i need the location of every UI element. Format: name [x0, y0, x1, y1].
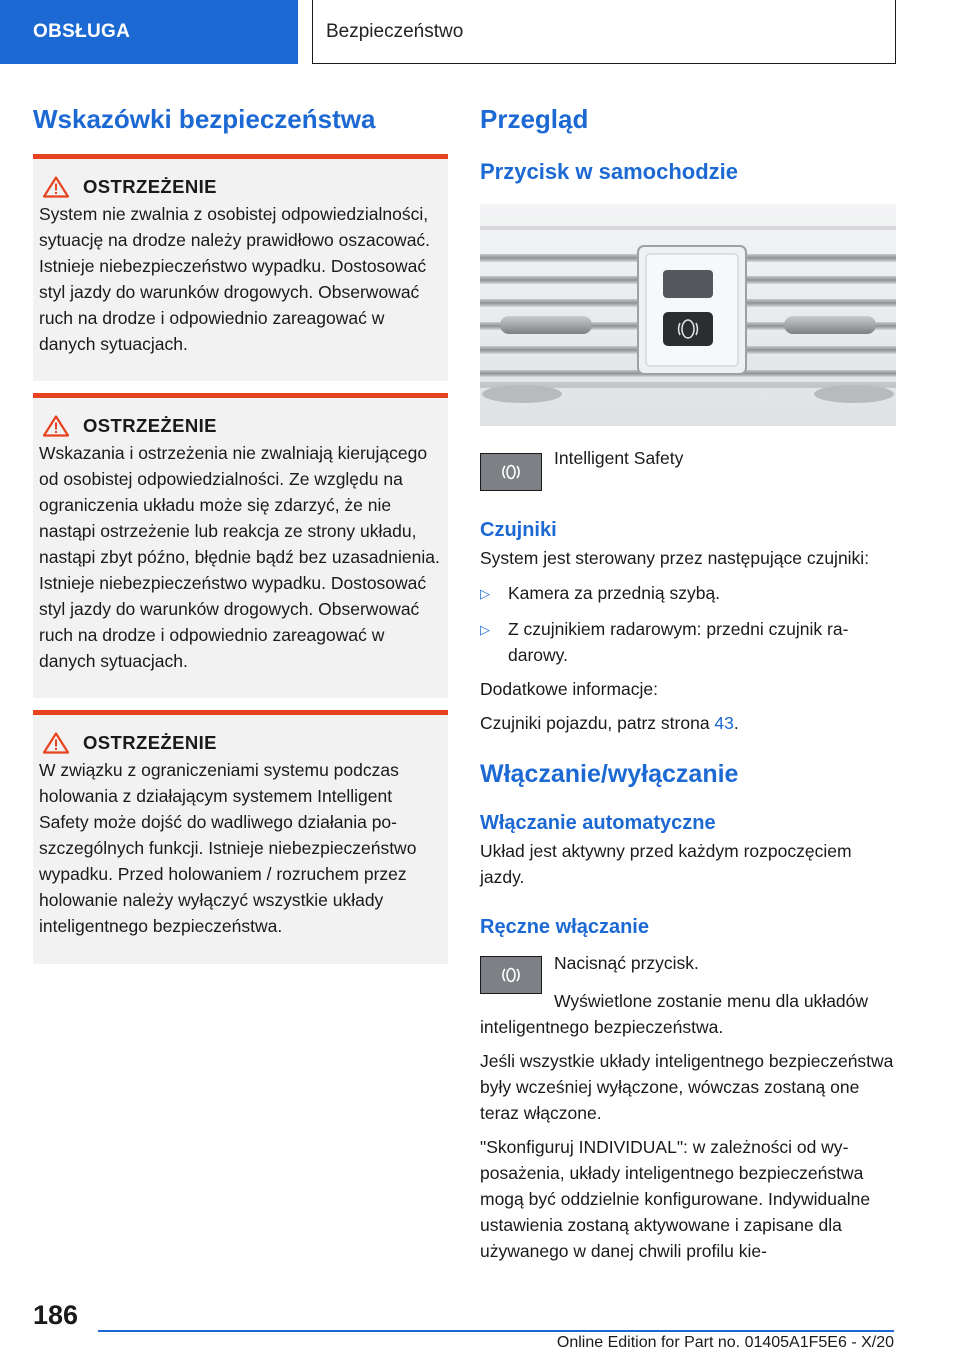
warning-text: Wskazania i ostrzeżenia nie zwalniają kierującego od osobistej odpowiedzialności. Ze względu na ograniczenia układu może się zdarzyć, że nie nastąpi ostrzeżenie lub reakcja ze strony układu, nastąpi zbyt późno, błędnie bądź bez uzasadnienia. Istnieje niebezpieczeństwo wypadku. Dostosować styl jazdy do warunków drogowych. Obserwować ruch na drodze i odpowiednio zareagować w danych sytuacjach. [39, 443, 440, 671]
warning-text: W związku z ograniczeniami systemu podczas holowania z działającym systemem Intelligent Safety może dojść do wadliwego działania poszczególnych funkcji. Istnieje niebezpieczeństwo wypadku. Przed holowaniem / rozruchem przez holowanie należy wyłączyć wszystkie układy inteligentnego bezpieczeństwa. [39, 760, 417, 936]
list-item: ▷ Z czujnikiem radarowym: przedni czujnik radarowy. [480, 616, 896, 668]
warning-box-3 [33, 710, 448, 964]
sensors-list [480, 580, 896, 668]
triangle-bullet-icon: ▷ [480, 622, 490, 637]
manual-on-heading: Ręczne włączanie [480, 916, 649, 938]
list-item: ▷ Kamera za przednią szybą. [480, 580, 896, 607]
sensors-intro: System jest sterowany przez następujące czujniki: [480, 548, 870, 568]
button-in-car-heading: Przycisk w samochodzie [480, 159, 738, 184]
page-number: 186 [33, 1300, 79, 1330]
intelligent-safety-key-row [480, 445, 896, 491]
auto-on-text: Układ jest aktywny przed każdym rozpoczęciem jazdy. [480, 841, 852, 887]
warning-box-1 [33, 154, 448, 381]
warning-label: OSTRZEŻENIE [83, 732, 217, 753]
manual-menu-text: Wyświetlone zostanie menu dla układów inteligentnego bezpieczeństwa. [480, 991, 869, 1037]
safety-notes-title: Wskazówki bezpieczeństwa [33, 104, 376, 134]
warning-box-2 [33, 393, 448, 698]
overview-title: Przegląd [480, 104, 589, 134]
dashboard-vent-button-photo [480, 204, 896, 426]
page-link[interactable]: 43 [714, 713, 734, 733]
sensors-heading: Czujniki [480, 519, 557, 541]
right-column [480, 100, 896, 1264]
warning-triangle-icon [43, 176, 69, 198]
intelligent-safety-button-icon[interactable] [480, 956, 542, 994]
section-tab: OBSŁUGA [0, 0, 298, 64]
intelligent-safety-button-icon[interactable] [480, 453, 542, 491]
topic-tab: Bezpieczeństwo [312, 0, 896, 64]
manual-paragraph-3: "Skonfiguruj INDIVIDUAL": w zależności od wyposażenia, układy inteligentnego bezpieczeństwa mogą być oddzielnie konfigurowane. Indywidualne ustawienia zostaną aktywowane i zapisane dla używanego w danej chwili profilu kie- [480, 1137, 871, 1261]
intelligent-safety-label: Intelligent Safety [554, 448, 684, 468]
warning-triangle-icon [43, 732, 69, 754]
manual-paragraph-2: Jeśli wszystkie układy inteligentnego bezpieczeństwa były wcześniej wyłączone, wówczas zostaną one teraz włączone. [480, 1051, 894, 1123]
warning-triangle-icon [43, 415, 69, 437]
auto-on-heading: Włączanie automatyczne [480, 812, 716, 834]
warning-text: System nie zwalnia z osobistej odpowiedzialności, sytuację na drodze należy prawidłowo oszacować. Istnieje niebezpieczeństwo wypadku. Dostosować styl jazdy do warunków drogowych. Obserwować ruch na drodze i odpowiednio zareagować w danych sytuacjach. [39, 204, 431, 354]
footer-divider [98, 1330, 894, 1332]
more-info-label: Dodatkowe informacje: [480, 679, 658, 699]
warning-label: OSTRZEŻENIE [83, 415, 217, 436]
triangle-bullet-icon: ▷ [480, 586, 490, 601]
footer-edition: Online Edition for Part no. 01405A1F5E6 - X/20 [556, 1334, 894, 1351]
sensors-reference: Czujniki pojazdu, patrz strona 43. [480, 713, 739, 733]
manual-step-text: Nacisnąć przycisk. [554, 953, 699, 973]
warning-label: OSTRZEŻENIE [83, 176, 217, 197]
left-column [33, 100, 448, 964]
on-off-title: Włączanie/wyłączanie [480, 760, 739, 788]
